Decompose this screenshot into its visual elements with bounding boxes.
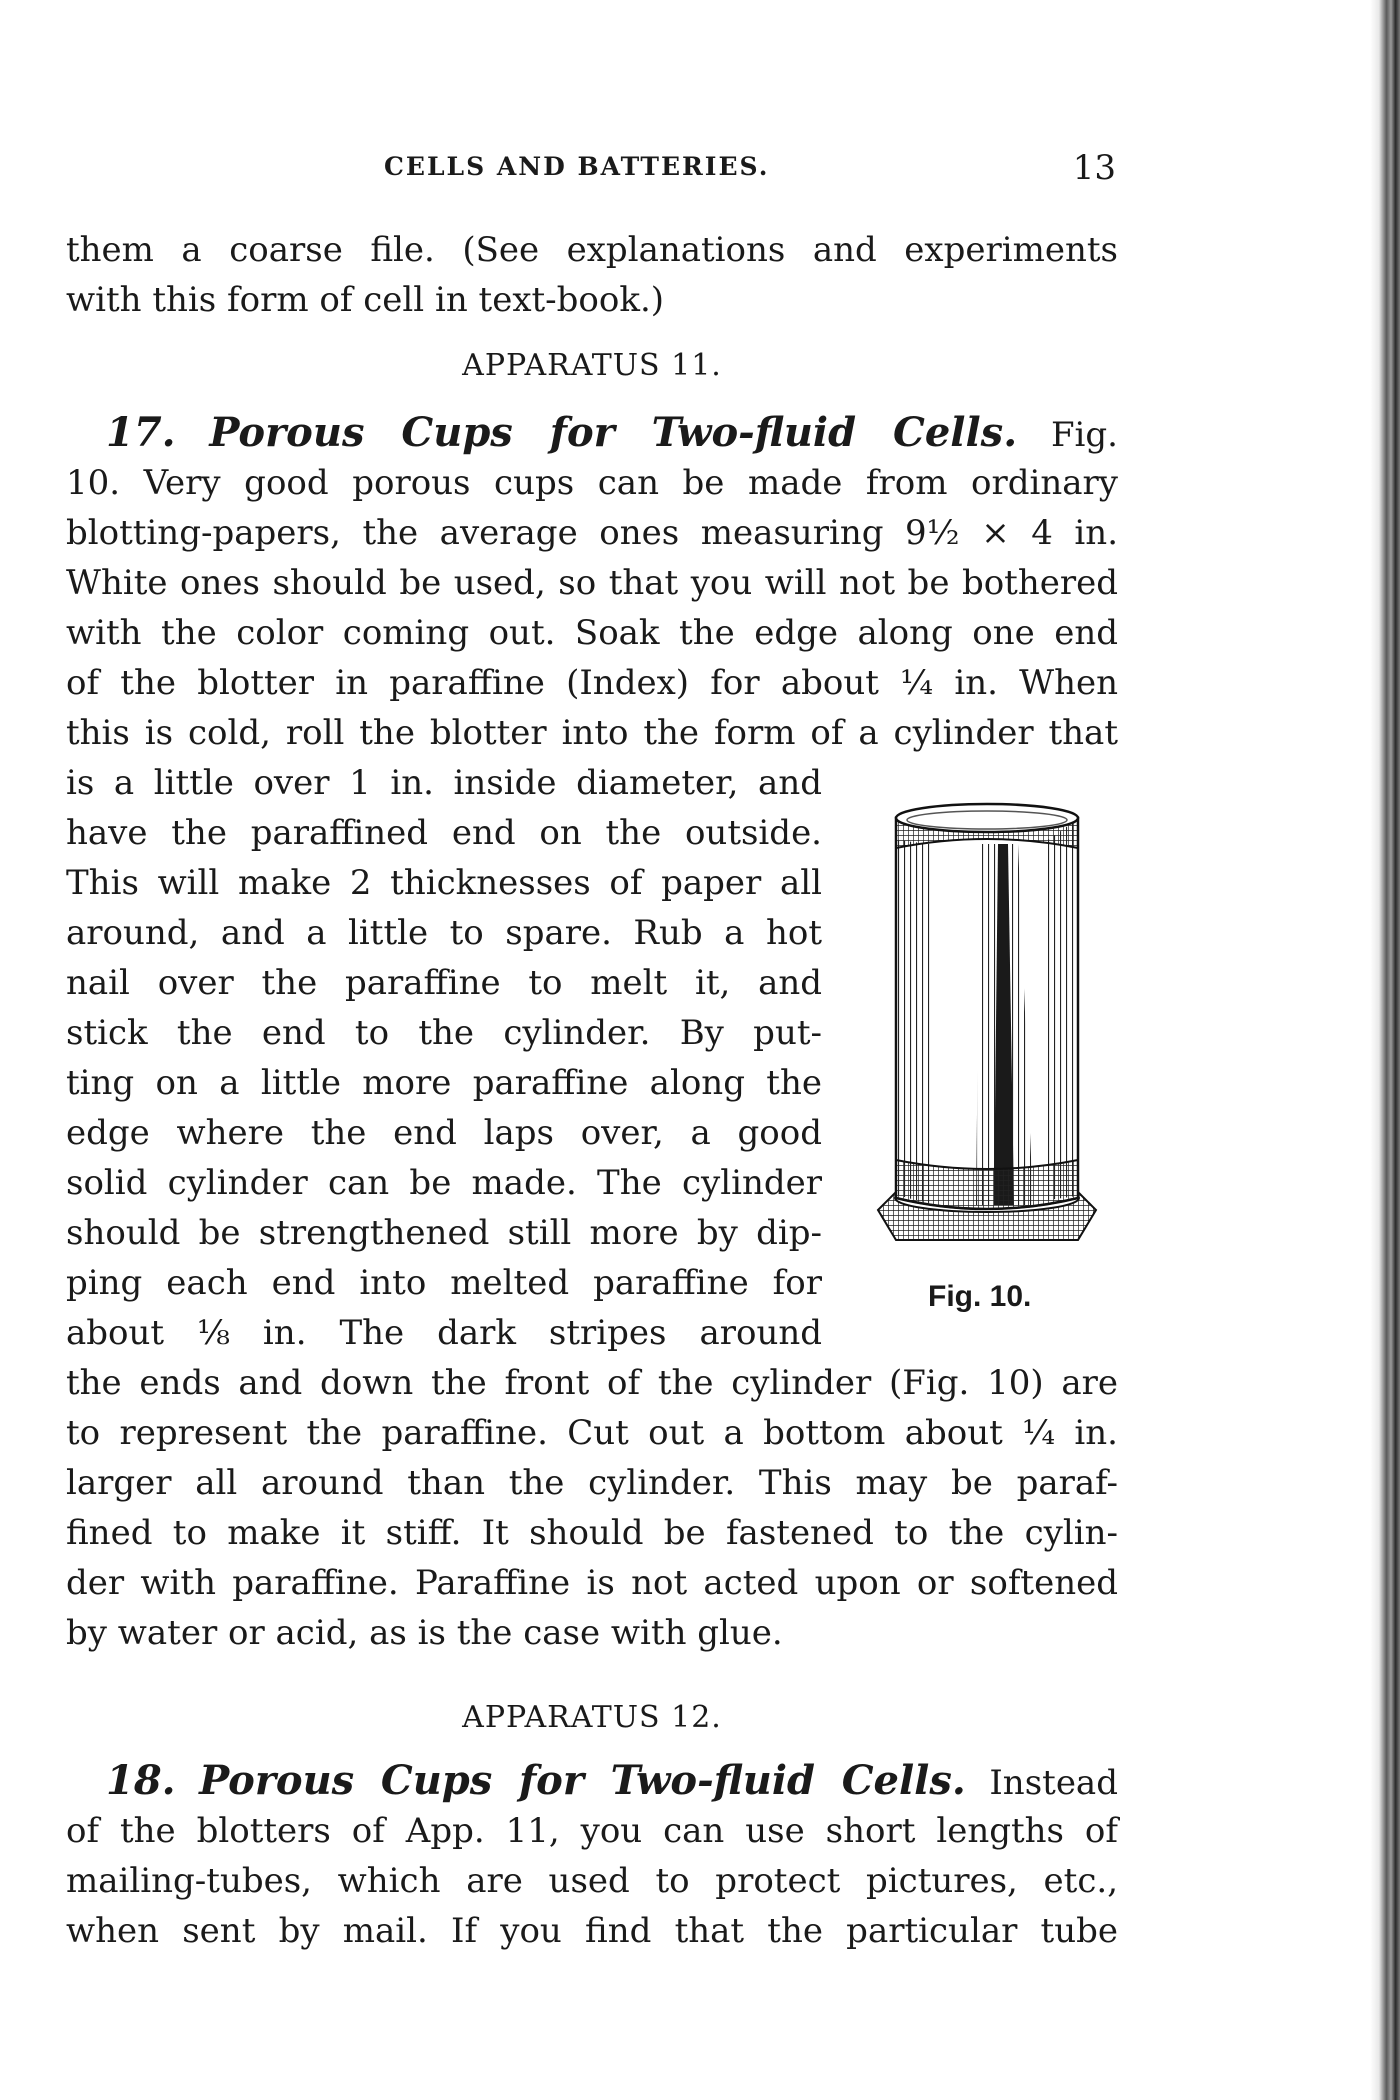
section-17-heading-line	[66, 408, 1118, 458]
text-line: This will make 2 thicknesses of paper all	[66, 863, 822, 903]
intro-paragraph	[66, 225, 1118, 325]
text-line: of the blotter in paraffine (Index) for about ¼ in. When	[66, 663, 1118, 703]
text-line: solid cylinder can be made. The cylinder	[66, 1163, 822, 1203]
section-18-number: 18.	[106, 1757, 176, 1804]
text-line: around, and a little to spare. Rub a hot	[66, 913, 822, 953]
text-line: stick the end to the cylinder. By put-	[66, 1013, 822, 1053]
section-17-fig-ref: Fig.	[1050, 415, 1118, 455]
text-line: fined to make it stiff. It should be fastened to the cylin-	[66, 1513, 1118, 1553]
text-line: der with paraffine. Paraffine is not acted upon or softened	[66, 1563, 1118, 1603]
text-line: to represent the paraffine. Cut out a bottom about ¼ in.	[66, 1413, 1118, 1453]
section-17-continued	[66, 1358, 1118, 1658]
figure-10-caption: Fig. 10.	[928, 1280, 1032, 1313]
section-17-title: Porous Cups for Two-fluid Cells.	[209, 409, 1018, 456]
text-line: 10. Very good porous cups can be made from ordinary	[66, 463, 1118, 503]
figure-10	[868, 800, 1106, 1340]
text-line: edge where the end laps over, a good	[66, 1113, 822, 1153]
page-number: 13	[1072, 148, 1116, 188]
section-18-first-word: Instead	[989, 1763, 1118, 1803]
section-17-number: 17.	[106, 409, 176, 456]
text-line: ping each end into melted paraffine for	[66, 1263, 822, 1303]
porous-cup-illustration	[868, 800, 1106, 1270]
text-line: ting on a little more paraffine along the	[66, 1063, 822, 1103]
section-18-heading-line	[66, 1756, 1118, 1806]
section-18	[66, 1756, 1118, 1956]
page-spine-edge	[1370, 0, 1400, 2100]
section-18-title: Porous Cups for Two-fluid Cells.	[199, 1757, 966, 1804]
text-line: larger all around than the cylinder. This may be paraf-	[66, 1463, 1118, 1503]
section-17	[66, 408, 1118, 758]
text-line: is a little over 1 in. inside diameter, and	[66, 763, 822, 803]
text-line: by water or acid, as is the case with glue.	[66, 1613, 783, 1653]
text-line: should be strengthened still more by dip-	[66, 1213, 822, 1253]
text-line: mailing-tubes, which are used to protect pictures, etc.,	[66, 1861, 1118, 1901]
running-head-title: CELLS AND BATTERIES.	[384, 152, 770, 181]
text-line: about ⅛ in. The dark stripes around	[66, 1313, 822, 1353]
text-line: blotting-papers, the average ones measuring 9½ × 4 in.	[66, 513, 1118, 553]
text-line: them a coarse file. (See explanations and experiments	[66, 230, 1118, 270]
text-line: this is cold, roll the blotter into the form of a cylinder that	[66, 713, 1118, 753]
text-line: of the blotters of App. 11, you can use short lengths of	[66, 1811, 1118, 1851]
apparatus-12-label: APPARATUS 12.	[462, 1700, 722, 1735]
text-line: with the color coming out. Soak the edge along one end	[66, 613, 1118, 653]
text-line: the ends and down the front of the cylinder (Fig. 10) are	[66, 1363, 1118, 1403]
text-line: have the paraffined end on the outside.	[66, 813, 822, 853]
apparatus-11-label: APPARATUS 11.	[462, 348, 722, 383]
text-line: when sent by mail. If you find that the particular tube	[66, 1911, 1118, 1951]
text-line: with this form of cell in text-book.)	[66, 280, 665, 320]
section-17-wrapped-text	[66, 758, 822, 1358]
text-line: nail over the paraffine to melt it, and	[66, 963, 822, 1003]
text-line: White ones should be used, so that you will not be bothered	[66, 563, 1118, 603]
